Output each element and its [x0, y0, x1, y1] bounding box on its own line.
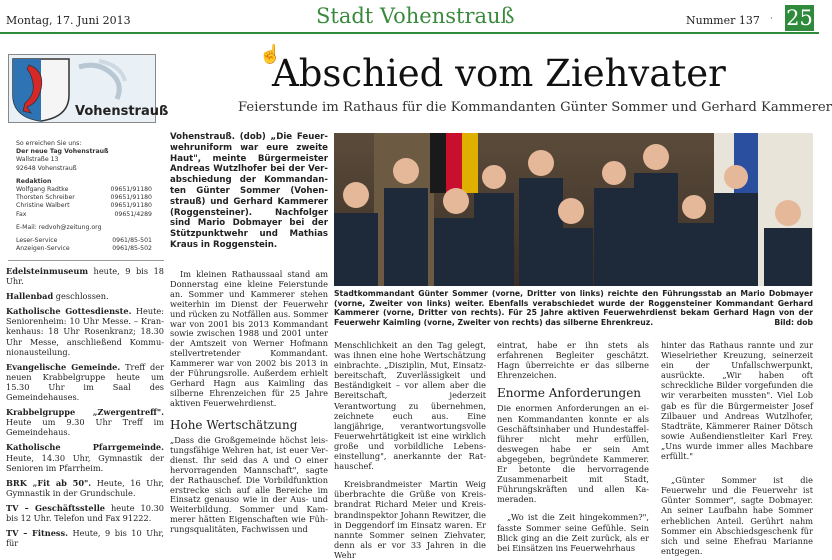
event-item: BRK „Fit ab 50". Heute, 16 Uhr, Gymnastik in der Grundschule.: [6, 477, 164, 498]
sidebar-divider: [8, 260, 164, 261]
contact-city: 92648 Vohenstrauß: [16, 164, 77, 172]
article-column-b: eintrat, habe er ihn stets als erfahrenen Begleiter geschätzt. Hagn überreichte er das silberne Ehrenzeichen. Enorme Anforderungen Die enormen Anforderungen an einen Kommandanten konnte er als Geschäftsinhaber und Hundestaffelführer nicht mehr erfüllen, deswegen habe er sein Amt abgegeben, begründete Kammerer. Er betonte die hervorragende Zusammenarbeit mit Stadt, Führungskräften und allen Kameraden. „Wo ist die Zeit hingekommen?", fasste Sommer seine Gefühle. Sein Blick ging an die Zeit zurück, als er bei Einsätzen ins Feuerwehrhaus: [497, 340, 649, 553]
article-body-2: „Dass die Großgemeinde höchst leistungsfähige Wehren hat, ist euer Verdienst. Ihr seid das A und O einer hervorragenden Mannschaft", sagte der Rathauschef. Die Vorbildfunktion erstrecke sich auf alle Bereiche im Einsatz genauso wie in der Aus- und Weiterbildung. Sommer und Kammerer hätten Eigenschaften wie Führungsqualitäten, Fachwissen und: [170, 435, 328, 535]
contact-publisher: Der neue Tag Vohenstrauß: [16, 148, 109, 156]
article-column-c: hinter das Rathaus rannte und zur Wieselriether Kreuzung, seinerzeit ein der Unfallschwerpunkt, ausrückte. „Wir haben oft schreckliche Bilder vorgefunden die wir verarbeiten mussten". Viel Lob gab es für die Bürgermeister Josef Zilbauer und Andreas Wutzlhofer, Stadträte, Kämmerer Rainer Dötsch sowie Außendienstleiter Karl Frey. „Uns wurde immer alles Machbare erfüllt." „Günter Sommer ist die Feuerwehr und die Feuerwehr ist Günter Sommer", sagte Dobmayer. An seiner Laufbahn habe Sommer erheblichen Anteil. Gerührt nahm Sommer ein Abschiedsgeschenk für sich und seine Ehefrau Marianne entgegen.: [661, 340, 813, 556]
contact-redaktion-label: Redaktion: [16, 177, 52, 185]
service-row: Leser-Service 0961/85-501: [16, 237, 152, 245]
article-column-a: Menschlichkeit an den Tag gelegt, was ihnen eine hohe Wertschätzung einbrachte. „Disziplin, Mut, Einsatzbereitschaft, Zuverlässigkeit und Beständigkeit – vor allem aber die Bereitschaft, jederzeit Verantwortung zu übernehmen, zeichnete euch aus. Eine langjährige, verantwortungsvolle Feuerwehrtätigkeit ist eine wirklich große und vorbildliche Lebenseinstellung", anerkannte der Rathauschef. Kreisbrandmeister Martin Weig überbrachte die Grüße von Kreisbrandrat Richard Meier und Kreisbrandinspektor Johann Rewitzer, die in Deggendorf im Einsatz waren. Er nannte Sommer seinen Ziehvater, denn als er vor 33 Jahren in die Wehr: [334, 340, 486, 560]
hand-cursor-icon: ☝: [259, 44, 282, 65]
events-list: [6, 266, 164, 553]
service-row: Anzeigen-Service 0961/85-502: [16, 245, 152, 253]
town-crest: [8, 54, 169, 123]
page-number: 25: [786, 6, 813, 30]
group-photo-image: [334, 133, 813, 286]
photo-credit: Bild: dob: [774, 317, 813, 327]
contact-email[interactable]: E-Mail: redvoh@zeitung.org: [16, 223, 102, 231]
crest-label: Vohenstrauß: [75, 104, 169, 119]
photo-caption: Stadtkommandant Günter Sommer (vorne, Dritter von links) reichte den Führungsstab an Mario Dobmayer (vorne, Zweiter von links) weiter. Ebenfalls verabschiedet wurde der Roggensteiner Kommandant Gerhard Kammerer (vorne, Dritter von rechts). Für 25 Jahre aktiven Feuerwehrdienst bekam Gerhard Hagn von der Feuerwehr Kaimling (vorne, Zweiter von rechts) das silberne Ehrenkreuz. Bild: dob: [334, 289, 813, 327]
header-rule: [0, 32, 819, 34]
event-item: Edelsteinmuseum heute, 9 bis 18 Uhr.: [6, 266, 164, 287]
staff-row: Fax 09651/4289: [16, 210, 152, 218]
event-item: Krabbelgruppe „Zwergentreff". Heute um 9.30 Uhr Treff im Gemeindehaus.: [6, 407, 164, 438]
article-subhead-1: Hohe Wertschätzung: [170, 418, 298, 432]
event-item: Hallenbad geschlossen.: [6, 291, 109, 302]
contact-street: Wallstraße 13: [16, 156, 59, 164]
article-subheadline: Feierstunde im Rathaus für die Kommandanten Günter Sommer und Gerhard Kammerer: [238, 100, 832, 115]
header-dot: ·: [770, 14, 773, 24]
group-photo: [334, 133, 813, 286]
staff-row: Christine Walbert 09651/91180: [16, 202, 152, 210]
article-lead: Vohenstrauß. (dob) „Die Feuerwehruniform war eure zweite Haut", meinte Bürgermeister Andreas Wutzlhofer bei der Verabschiedung der Kommandanten Günter Sommer (Vohenstrauß) und Gerhard Kammerer (Roggensteiner). Nachfolger sind Mario Dobmayer bei der Stützpunktwehr und Mathias Kraus in Roggenstein.: [170, 132, 328, 250]
contact-intro: So erreichen Sie uns:: [16, 140, 82, 147]
event-item: Katholische Pfarrgemeinde. Heute, 14.30 Uhr, Gymnastik der Senioren im Pfarrheim.: [6, 442, 164, 473]
event-item: Katholische Gottesdienste. Heute: Seniorenheim: 10 Uhr Messe. – Krankenhaus: 18 Uhr Rosenkranz; 18.30 Uhr Messe, anschließend Kommunionausteilung.: [6, 306, 164, 357]
article-subhead-2: Enorme Anforderungen: [497, 386, 642, 401]
issue-date: Montag, 17. Juni 2013: [6, 14, 131, 27]
article-body-1: Im kleinen Rathaussaal stand am Donnerstag eine kleine Feierstunde an. Sommer und Kammerer stehen weiterhin im Dienst der Feuerwehr und rücken zu Notfällen aus. Sommer war von 2001 bis 2013 Kommandant sowie zwischen 1988 und 2001 unter der Amtszeit von Werner Hofmann stellvertretender Kommandant. Kammerer war von 2002 bis 2013 in der Führungsrolle. Außerdem erhielt Gerhard Hagn aus Kaimling das silberne Ehrenzeichen für 25 Jahre aktiven Feuerwehrdienst.: [170, 269, 328, 408]
staff-row: Thorsten Schreiber 09651/91180: [16, 194, 152, 202]
issue-number: Nummer 137: [686, 14, 760, 27]
article-headline: Abschied vom Ziehvater: [272, 52, 726, 95]
staff-row: Wolfgang Radtke 09651/91180: [16, 186, 152, 194]
event-item: TV – Fitness. Heute, 9 bis 10 Uhr, für: [6, 528, 164, 549]
contact-box: [16, 140, 152, 253]
event-item: TV – Geschäftsstelle heute 10.30 bis 12 Uhr. Telefon und Fax 91222.: [6, 502, 164, 523]
event-item: Evangelische Gemeinde. Treff der neuen Krabbelgruppe heute um 15.30 Uhr im Saal des Gemeindehauses.: [6, 361, 164, 403]
section-title: Stadt Vohenstrauß: [316, 4, 515, 28]
